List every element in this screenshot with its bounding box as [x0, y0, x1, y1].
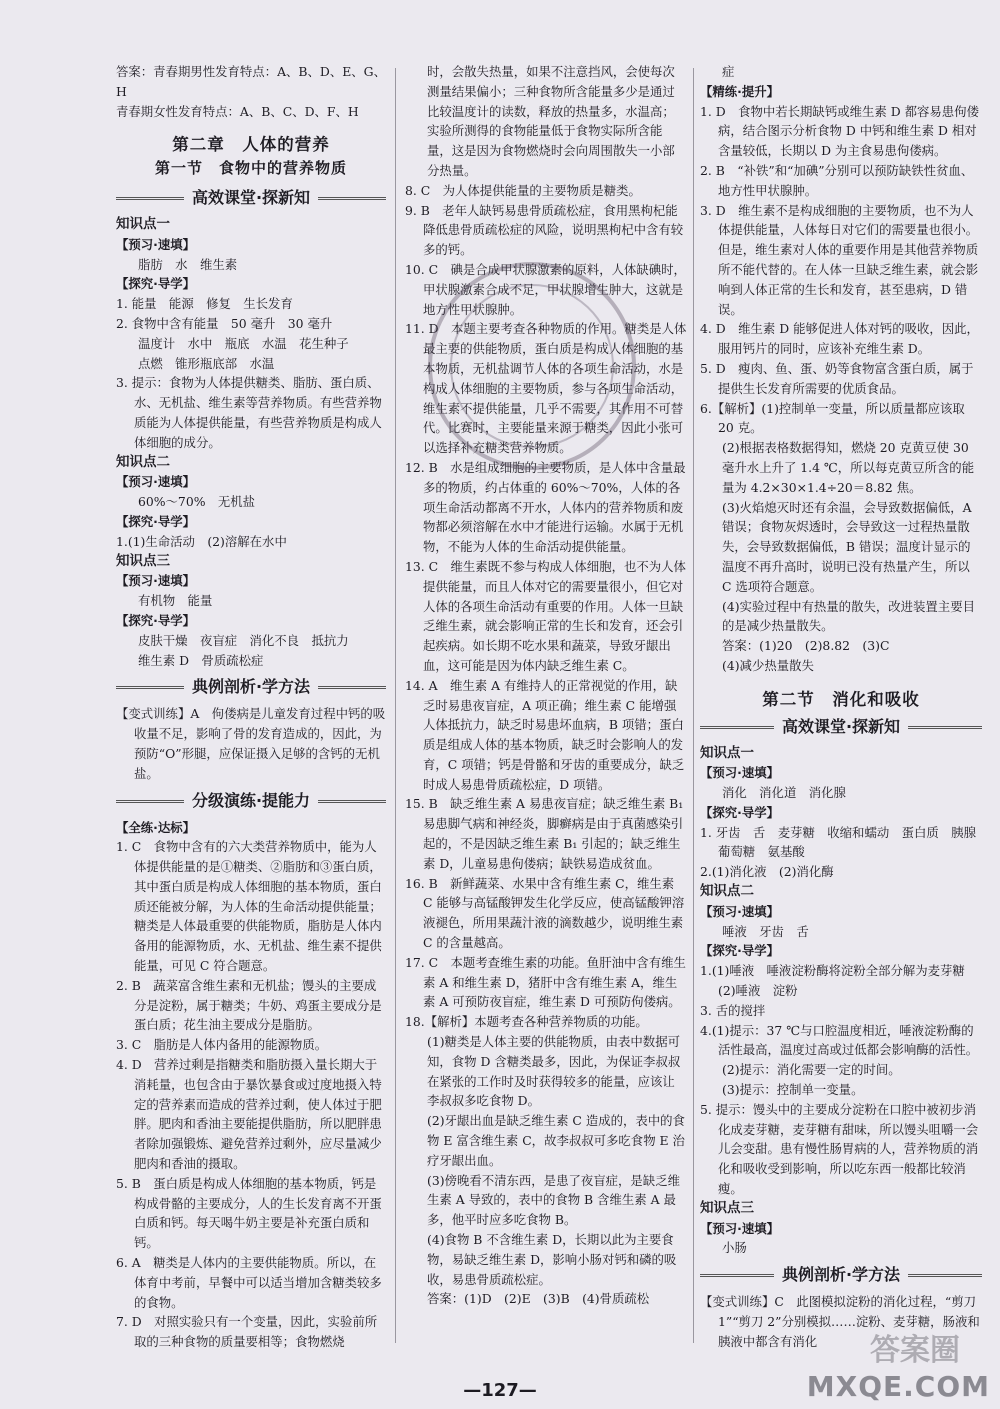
text-line: (3)火焰熄灭时还有余温，会导致数据偏低，A 错误；食物灰烬透时，会导致这一过程热量散失，会导致数据偏低，B 错误；温度计显示的温度不再升高时，说明已没有热量产生，所以 C 选项符合题意。: [722, 499, 972, 594]
subsection-tag: 【探究·导学】: [116, 612, 196, 628]
answer-item: 6. A 糖类是人体内的主要供能物质。所以，在体育中考前，早餐中可以适当增加含糖类较多的食物。: [116, 1255, 382, 1310]
section-banner: [116, 788, 386, 814]
answer-item: 【变式训练】C 此图模拟淀粉的消化过程，“剪刀 1”“剪刀 2”分别模拟……淀粉、麦芽糖，肠液和胰液中都含有消化: [700, 1294, 980, 1349]
text-line: 有机物 能量: [138, 593, 213, 609]
text-line: 1.(1)生命活动 (2)溶解在水中: [116, 533, 287, 549]
column-divider: [395, 68, 396, 1343]
column-divider: [693, 68, 694, 1343]
text-line: (4)实验过程中有热量的散失，改进装置主要目的是减少热量散失。: [722, 598, 975, 634]
text-line: (2)牙龈出血是缺乏维生素 C 造成的，表中的食物 E 富含维生素 C，故李叔叔可多吃食物 E 治疗牙龈出血。: [427, 1113, 685, 1168]
answer-item: 15. B 缺乏维生素 A 易患夜盲症；缺乏维生素 B₁ 易患脚气病和神经炎，脚癣病是由于真菌感染引起的，不是因缺乏维生素 B₁ 引起的；缺乏维生素 D，儿童易患佝偻病；缺铁易造成贫血。: [405, 796, 684, 871]
subsection-tag: 【预习·速填】: [700, 765, 780, 781]
answer-item: 1.(1)唾液 唾液淀粉酶将淀粉全部分解为麦芽糖 (2)唾液 淀粉: [700, 963, 978, 999]
text-line: 小肠: [722, 1240, 747, 1256]
text-line: 答案：(1)20 (2)8.82 (3)C: [722, 638, 890, 654]
knowledge-point-heading: 知识点一: [116, 215, 170, 232]
text-line: 答案：(1)D (2)E (3)B (4)骨质疏松: [427, 1291, 650, 1307]
answer-item: 7. D 对照实验只有一个变量，因此，实验前所取的三种食物的质量要相等；食物燃烧: [116, 1314, 378, 1350]
section-banner: [116, 185, 386, 211]
text-line: (4)食物 B 不含维生素 D，长期以此为主要食物，易缺乏维生素 D，影响小肠对钙和磷的吸收，易患骨质疏松症。: [427, 1232, 677, 1287]
subsection-tag: 【探究·导学】: [700, 943, 780, 959]
answer-item: 4. D 营养过剩是指糖类和脂肪摄入量长期大于消耗量，也包含由于暴饮暴食或过度地摄入特定的营养素而造成的营养过剩，使人体过于肥胖。肥肉和香油主要能提供脂肪，所以肥胖患者除加强锻炼、避免营养过剩外，应尽量减少肥肉和香油的摄取。: [116, 1057, 382, 1172]
text-line: 60%～70% 无机盐: [138, 494, 256, 510]
text-line: (3)提示：控制单一变量。: [722, 1082, 864, 1098]
answer-item: 【变式训练】A 佝偻病是儿童发育过程中钙的吸收量不足，影响了骨的发育造成的，因此，为预防“O”形腿，应保证摄入足够的含钙的无机盐。: [116, 706, 386, 781]
knowledge-point-heading: 知识点一: [700, 744, 754, 761]
subsection-tag: 【探究·导学】: [700, 804, 780, 820]
section-title: 第一节 食物中的营养物质: [154, 159, 347, 178]
answer-item: 10. C 碘是合成甲状腺激素的原料，人体缺碘时，甲状腺激素合成不足，甲状腺增生肿大，这就是地方性甲状腺肿。: [405, 261, 686, 317]
answer-item: 3. D 维生素不是构成细胞的主要物质，也不为人体提供能量，人体每日对它们的需要量也很小。但是，维生素对人体的重要作用是其他营养物质所不能代替的。在人体一旦缺乏维生素，就会影响到人体正常的生长和发育，甚至患病，D 错误。: [700, 202, 979, 317]
text-line: 答案：青春期男性发育特点：A、B、D、E、G、H: [116, 64, 386, 99]
text-line: 点燃 锥形瓶底部 水温: [138, 355, 275, 371]
answer-item: 1. C 食物中含有的六大类营养物质中，能为人体提供能量的是①糖类、②脂肪和③蛋白质，其中蛋白质是构成人体细胞的基本物质，蛋白质还能被分解，为人体的生命活动提供能量；糖类是人体最重要的供能物质，脂肪是人体内备用的能源物质，水、无机盐、维生素不提供能量，可见 C 符合题意。: [116, 839, 382, 974]
subsection-tag: 【全练·达标】: [116, 819, 196, 835]
text-line: 2. 食物中含有能量 50 毫升 30 毫升: [116, 315, 333, 331]
answer-item: 12. B 水是组成细胞的主要物质，是人体中含量最多的物质，约占体重的 60%～70%，人体的各项生命活动都离不开水，人体内的营养物质和废物都必须溶解在水中才能进行运输。水属于无机物，不能为人体的生命活动提供能量。: [405, 459, 686, 555]
subsection-tag: 【精练·提升】: [700, 83, 780, 99]
text-line: 时，会散失热量，如果不注意挡风，会使每次测量结果偏小；三种食物所含能量多少是通过比较温度计的读数，释放的热量多，水温高；实验所测得的食物能量低于食物实际所含能量，这是因为食物燃烧时会向周围散失一小部分热量。: [427, 64, 675, 178]
watermark-text: MXQE.COM: [806, 1370, 990, 1403]
answer-item: 11. D 本题主要考查各种物质的作用。糖类是人体最主要的供能物质，蛋白质是构成人体细胞的基本物质，无机盐调节人体的各项生命活动，水是构成人体细胞的主要物质，参与各项生命活动，维生素不提供能量，几乎不需要，其作用不可替代。比赛时，主要能量来源于糖类，因此小张可以选择补充糖类营养物质。: [405, 321, 687, 456]
answer-item: 2. B “补铁”和“加碘”分别可以预防缺铁性贫血、地方性甲状腺肿。: [700, 162, 974, 198]
answer-item: 5. B 蛋白质是构成人体细胞的基本物质，钙是构成骨骼的主要成分，人的生长发育离不开蛋白质和钙。每天喝牛奶主要是补充蛋白质和钙。: [116, 1175, 382, 1251]
text-line: 症: [722, 64, 735, 79]
section-banner: [116, 674, 386, 700]
text-line: 维生素 D 骨质疏松症: [138, 652, 264, 668]
text-line: 皮肤干燥 夜盲症 消化不良 抵抗力: [138, 632, 349, 648]
section-banner-title: 典例剖析·学方法: [774, 1265, 908, 1284]
knowledge-point-heading: 知识点二: [700, 883, 754, 900]
answer-item: 16. B 新鲜蔬菜、水果中含有维生素 C，维生素 C 能够与高锰酸钾发生化学反应，使高锰酸钾溶液褪色，所用果蔬汁液的滴数越少，说明维生素 C 的含量越高。: [405, 875, 685, 951]
answer-item: 3. C 脂肪是人体内备用的能源物质。: [116, 1037, 328, 1053]
answer-item: 1. 牙齿 舌 麦芽糖 收缩和蠕动 蛋白质 胰腺 葡萄糖 氨基酸: [700, 824, 989, 860]
text-line: 唾液 牙齿 舌: [722, 923, 809, 939]
text-line: 脂肪 水 维生素: [138, 256, 238, 272]
text-line: 1. 能量 能源 修复 生长发育: [116, 296, 293, 312]
answer-item: 1. D 食物中若长期缺钙或维生素 D 都容易患佝偻病，结合图示分析食物 D 中钙和维生素 D 相对含量较低，长期以 D 为主食易患佝偻病。: [700, 103, 979, 159]
text-line: (2)根据表格数据得知，燃烧 20 克黄豆使 30 毫升水上升了 1.4 ℃，所以每克黄豆所含的能量为 4.2×30×1.4÷20＝8.82 焦。: [722, 440, 975, 495]
page-number: —127—: [463, 1380, 537, 1401]
section-banner-title: 高效课堂·探新知: [774, 717, 908, 736]
answer-item: 6.【解析】(1)控制单一变量，所以质量都应该取 20 克。: [700, 400, 965, 436]
subsection-tag: 【预习·速填】: [700, 1220, 780, 1236]
chapter-title: 第二章 人体的营养: [172, 135, 330, 155]
subsection-tag: 【预习·速填】: [700, 903, 780, 919]
answer-item: 8. C 为人体提供能量的主要物质是糖类。: [405, 182, 641, 198]
text-line: 2.(1)消化液 (2)消化酶: [700, 864, 834, 880]
answer-item: 9. B 老年人缺钙易患骨质疏松症，食用黑枸杞能降低患骨质疏松症的风险，说明黑枸杞中含有较多的钙。: [405, 202, 684, 258]
subsection-tag: 【探究·导学】: [116, 276, 196, 292]
subsection-tag: 【预习·速填】: [116, 573, 196, 589]
knowledge-point-heading: 知识点三: [116, 552, 170, 569]
answer-item: 18.【解析】本题考查各种营养物质的功能。: [405, 1014, 648, 1030]
text-line: (4)减少热量散失: [722, 657, 814, 673]
text-line: 青春期女性发育特点：A、B、C、D、F、H: [116, 103, 359, 119]
answer-item: 5. 提示：馒头中的主要成分淀粉在口腔中被初步消化成麦芽糖，麦芽糖有甜味，所以馒头咀嚼一会儿会变甜。患有慢性肠胃病的人，营养物质的消化和吸收受到影响，所以吃东西一般都比较消瘦。: [700, 1101, 979, 1197]
answer-item: 13. C 维生素既不参与构成人体细胞，也不为人体提供能量，而且人体对它的需要量很小，但它对人体的各项生命活动有重要的作用。人体一旦缺乏维生素，就会影响正常的生长和发育，还会引起疾病。如长期不吃水果和蔬菜，导致牙龈出血，这可能是因为体内缺乏维生素 C。: [405, 558, 686, 673]
subsection-tag: 【预习·速填】: [116, 236, 196, 252]
left-column: [116, 62, 386, 1352]
knowledge-point-heading: 知识点二: [116, 453, 170, 470]
answer-item: 3. 提示：食物为人体提供糖类、脂肪、蛋白质、水、无机盐、维生素等营养物质。有些营养物质能为人体提供能量，有些营养物质是构成人体细胞的成分。: [116, 375, 382, 450]
section-banner-title: 分级演练·提能力: [184, 791, 318, 810]
text-line: (2)提示：消化需要一定的时间。: [722, 1062, 901, 1078]
section-banner-title: 典例剖析·学方法: [184, 677, 318, 696]
section-banner: [700, 1262, 982, 1288]
answer-item: 4.(1)提示：37 ℃与口腔温度相近，唾液淀粉酶的活性最高，温度过高或过低都会影响酶的活性。: [700, 1022, 979, 1058]
subsection-tag: 【预习·速填】: [116, 474, 196, 490]
section-banner-title: 高效课堂·探新知: [184, 188, 318, 207]
text-line: 温度计 水中 瓶底 水温 花生种子: [138, 335, 349, 351]
answer-item: 14. A 维生素 A 有维持人的正常视觉的作用，缺乏时易患夜盲症，A 项正确；维生素 C 能增强人体抵抗力，缺乏时易患坏血病，B 项错；蛋白质是组成人体的基本物质，缺乏时会影响人的发育，C 项错；钙是骨骼和牙齿的重要成分，缺乏时成人易患骨质疏松症，D 项错。: [405, 677, 685, 792]
section-banner: [700, 714, 982, 740]
middle-column: [405, 62, 687, 1309]
answer-item: 17. C 本题考查维生素的功能。鱼肝油中含有维生素 A 和维生素 D，猪肝中含有维生素 A，维生素 A 可预防夜盲症，维生素 D 可预防佝偻病。: [405, 954, 686, 1010]
text-line: (1)糖类是人体主要的供能物质，由表中数据可知，食物 D 含糖类最多，因此，为保证李叔叔在紧张的工作时及时获得较多的能量，应该让李叔叔多吃食物 D。: [427, 1034, 681, 1109]
text-line: 消化 消化道 消化腺: [722, 785, 846, 801]
text-line: (3)傍晚看不清东西，是患了夜盲症，是缺乏维生素 A 导致的，表中的食物 B 含维生素 A 最多，他平时应多吃食物 B。: [427, 1172, 680, 1228]
right-column: [700, 62, 989, 1352]
chapter-title: 第二节 消化和吸收: [762, 689, 920, 709]
answer-item: 5. D 瘦肉、鱼、蛋、奶等食物富含蛋白质，属于提供生长发育所需要的优质食品。: [700, 360, 974, 396]
answer-item: 4. D 维生素 D 能够促进人体对钙的吸收，因此，服用钙片的同时，应该补充维生素 D。: [700, 321, 979, 357]
subsection-tag: 【探究·导学】: [116, 513, 196, 529]
watermark-logo: 答案圈: [870, 1333, 960, 1368]
answer-item: 2. B 蔬菜富含维生素和无机盐；馒头的主要成分是淀粉，属于糖类；牛奶、鸡蛋主要成分是蛋白质；花生油主要成分是脂肪。: [116, 977, 382, 1033]
text-line: 3. 舌的搅拌: [700, 1002, 766, 1018]
knowledge-point-heading: 知识点三: [700, 1199, 754, 1216]
